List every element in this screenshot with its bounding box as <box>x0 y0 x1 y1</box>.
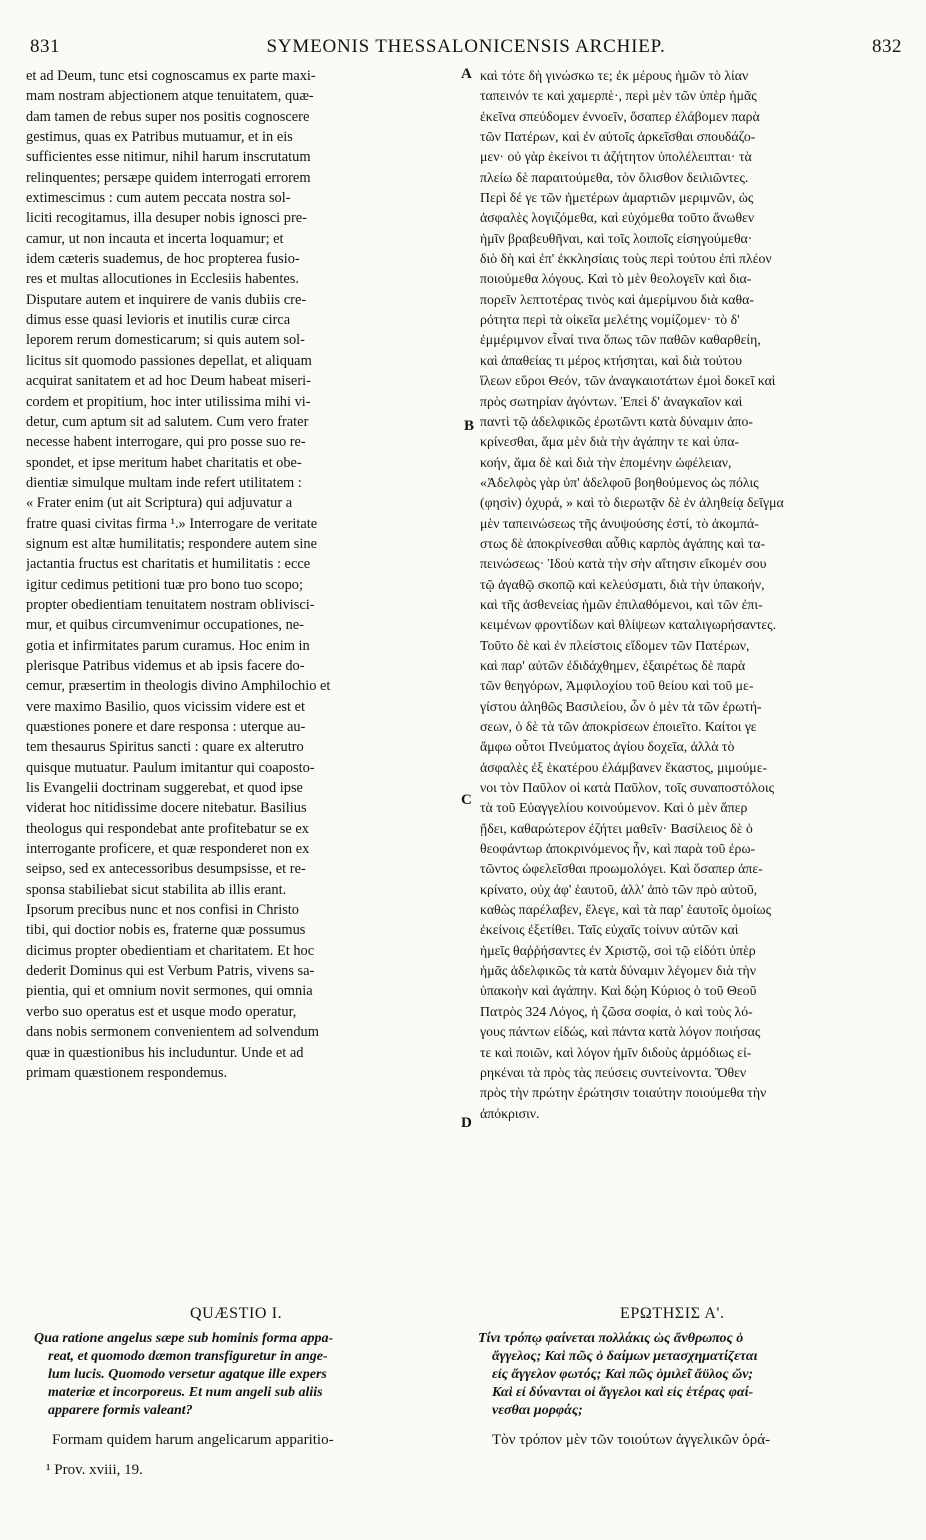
text-line: «Ἀδελφὸς γὰρ ὑπ' ἀδελφοῦ βοηθούμενος ὡς πόλις <box>480 474 759 490</box>
text-line: fratre quasi civitas firma ¹.» Interrogare de veritate <box>26 515 318 532</box>
text-line: res et multas allocutiones in Ecclesiis habentes. <box>26 271 299 288</box>
text-line: κρίνεσθαι, ἅμα μὲν διὰ τὴν ἀγάπην τε καὶ ὑπα- <box>480 434 740 450</box>
text-line: ἄμφω οὗτοι Πνεύματος ἁγίου δοχεῖα, ἀλλὰ τὸ <box>480 739 735 755</box>
text-line: pientia, qui et omnium novit sermones, qui omnia <box>26 983 313 1000</box>
text-line: ἀπόκρισιν. <box>480 1105 540 1121</box>
text-line: sufficientes esse nitimur, nihil harum inscrutatum <box>26 149 311 166</box>
text-line: ἀσφαλὲς ἐξ ἑκατέρου ἐλάμβανεν ἕκαστος, μιμούμε- <box>480 759 768 775</box>
text-line: Ipsorum precibus nunc et nos confisi in Christo <box>26 902 299 919</box>
text-line: gotia et infirmitates parum curamus. Hoc enim in <box>26 637 310 654</box>
text-line: ἡμῖν βραβευθῆναι, καὶ τοῖς λοιποῖς εἰσηγούμεθα· <box>480 230 753 246</box>
text-line: κειμένων φροντίδων καὶ θλίψεων καταλιγωρήσαντες. <box>480 617 777 633</box>
text-line: Πατρὸς 324 Λόγος, ἡ ζῶσα σοφία, ὁ καὶ τοὺς λό- <box>480 1003 753 1019</box>
text-line: ρότητα περὶ τὰ οἰκεῖα μελέτης νομίζομεν· τὸ δ' <box>480 312 740 328</box>
text-line: ᾔδει, καθαρώτερον ἐζήτει μαθεῖν· Βασίλειος δὲ ὁ <box>480 820 753 836</box>
text-line: cordem et propitium, hoc inter utilissima mihi vi- <box>26 393 311 410</box>
text-line: propter obedientiam tenuitatem nostram oblivisci- <box>26 596 315 613</box>
text-line: Περὶ δέ γε τῶν ἡμετέρων ἁμαρτιῶν μεριμνῶν, ὡς <box>480 190 754 206</box>
text-line: dicimus propter obedientiam et charitatem. Et hoc <box>26 942 315 959</box>
text-line: μὲν ταπεινώσεως τῆς ἀνυψούσης ἐστί, τὸ ἀκομπά- <box>480 515 759 531</box>
text-line: vere maximo Basilio, quos vicissim videre est et <box>26 698 305 715</box>
text-line: igitur cedimus petitioni tuæ pro bono tuo scopo; <box>26 576 303 593</box>
text-line: διὸ δὴ καὶ ἐπ' ἐκκλησίαις τοὺς περὶ τούτου ἐπὶ πλέον <box>480 251 772 267</box>
text-line: jactantia fructus est charitatis et humilitatis : ecce <box>26 556 311 573</box>
text-line: theologus qui respondebat ante profitebatur se ex <box>26 820 309 837</box>
text-line: dederit Dominus qui est Verbum Patris, vivens sa- <box>26 963 315 980</box>
text-line: (φησὶν) ὀχυρά, » καὶ τὸ διερωτᾷν δὲ ἐν ἀληθείᾳ δεῖγμα <box>480 495 784 511</box>
text-line: necesse habent interrogare, qui pro posse suo re- <box>26 434 306 451</box>
latin-question-summary <box>34 1330 454 1420</box>
page-number-right: 832 <box>872 36 902 57</box>
greek-answer-start: Τὸν τρόπον μὲν τῶν τοιούτων ἀγγελικῶν ὁρά- <box>492 1432 771 1448</box>
running-title: SYMEONIS THESSALONICENSIS ARCHIEP. <box>266 36 666 57</box>
text-line: ἀσφαλὲς λογιζόμεθα, καὶ εὐχόμεθα τοῦτο ἄνωθεν <box>480 210 755 226</box>
margin-marker-c: C <box>461 792 472 808</box>
text-line: quisque mutuatur. Paulum imitantur qui coaposto- <box>26 759 315 776</box>
text-line: camur, ut non incauta et incerta loquamur; et <box>26 230 284 247</box>
text-line: ποιούμεθα λόγους. Καὶ τὸ μὲν θεολογεῖν καὶ δια- <box>480 271 752 287</box>
text-line: Τίνι τρόπῳ φαίνεται πολλάκις ὡς ἄνθρωπος ὁ <box>478 1331 744 1346</box>
text-line: dans nobis sermonem convenientem ad solvendum <box>26 1024 319 1041</box>
text-line: viderat hoc nitidissime docere nitebatur. Basilius <box>26 800 307 817</box>
text-line: lum lucis. Quomodo versetur agatque ille expers <box>48 1367 327 1382</box>
text-line: στως δὲ ἀποκρίνεσθαι αὖθις καρπὸς ἀγάπης καὶ τα- <box>480 535 766 551</box>
text-line: καὶ παρ' αὐτῶν ἐδιδάχθημεν, ἐξαιρέτως δὲ παρὰ <box>480 657 746 673</box>
text-line: ἡμεῖς θαῤῥήσαντες ἐν Χριστῷ, σοὶ τῷ εἰδότι ὑπὲρ <box>480 942 756 958</box>
text-line: mam nostram abjectionem atque tenuitatem, quæ- <box>26 88 314 105</box>
text-line: ἵλεων εὕροι Θεόν, τῶν ἀναγκαιοτάτων ἐμοὶ δοκεῖ καὶ <box>480 373 776 389</box>
text-line: μεν· οὐ γὰρ ἐκείνοι τι ἀζήτητον ὑπολέλειπται· τὰ <box>480 149 752 165</box>
text-line: mur, et quibus circumvenimur occupationes, ne- <box>26 617 304 634</box>
text-line: signum est altæ humilitatis; respondere autem sine <box>26 535 317 552</box>
text-line: reat, et quomodo dæmon transfiguretur in ange- <box>48 1349 328 1364</box>
text-line: τὰ τοῦ Εὐαγγελίου κοινούμενον. Καὶ ὁ μὲν ἅπερ <box>480 800 748 816</box>
text-line: verbo suo operatus est et usque modo operatur, <box>26 1003 297 1020</box>
text-line: ἐκεῖνα σπεύδομεν ἐννοεῖν, ὅσαπερ ἐλάβομεν παρὰ <box>480 108 760 124</box>
text-line: κοήν, ἅμα δὲ καὶ διὰ τὴν ἑπομένην ὠφέλειαν, <box>480 454 732 470</box>
text-line: dimus esse quasi levioris et inutilis curæ circa <box>26 312 291 329</box>
text-line: idem cæteris suademus, de hoc propterea fusio- <box>26 251 300 268</box>
text-line: Qua ratione angelus sæpe sub hominis forma appa- <box>34 1331 334 1346</box>
text-line: τῶντος ὠφελεῖσθαι προωμολόγει. Καὶ ὅσαπερ ἀπε- <box>480 861 763 877</box>
text-line: εἰς ἄγγελον φωτός; Καὶ πῶς ὁμιλεῖ ἄϋλος ὤν; <box>492 1367 754 1382</box>
text-line: relinquentes; persæpe quidem interrogati errorem <box>26 169 311 186</box>
text-line: Καὶ εἰ δύνανται οἱ ἄγγελοι καὶ εἰς ἑτέρας φαί- <box>492 1385 754 1400</box>
text-line: et ad Deum, tunc etsi cognoscamus ex parte maxi- <box>26 68 316 84</box>
text-line: Τοῦτο δὲ καὶ ἐν πλείστοις εἴδομεν τῶν Πατέρων, <box>480 637 750 653</box>
text-line: πορεῖν λεπτοτέρας τινὸς καὶ ἀμερίμνου διὰ καθα- <box>480 291 754 307</box>
text-line: ἄγγελος; Καὶ πῶς ὁ δαίμων μετασχηματίζεται <box>492 1349 758 1364</box>
text-line: tibi, qui doctior nobis es, fraterne quæ possumus <box>26 922 306 939</box>
text-line: γίστου ἀληθῶς Βασιλείου, ὧν ὁ μὲν τὰ τῶν ἐρωτή- <box>480 698 762 714</box>
text-line: tem thesaurus Spiritus sancti : quare ex alterutro <box>26 739 304 756</box>
page-header <box>30 34 902 62</box>
margin-marker-d: D <box>461 1115 472 1131</box>
text-line: σεων, ὁ δὲ τὰ τῶν ἀποκρίσεων ἐποιεῖτο. Καίτοι γε <box>480 719 757 734</box>
text-line: sponsa stabiliebat sicut stabilita ab illis erant. <box>26 881 287 898</box>
text-line: quæ in quæstionibus his includuntur. Unde et ad <box>26 1044 304 1061</box>
quaestio-title: QUÆSTIO I. <box>190 1305 283 1322</box>
text-line: τε καὶ ποιῶν, καὶ λόγον ἡμῖν διδοὺς ἁρμόδιως εἰ- <box>480 1044 752 1060</box>
text-line: καθὼς παρέλαβεν, ἔλεγε, καὶ τὰ παρ' ἑαυτοῖς ὁμοίως <box>480 902 772 918</box>
page-number-left: 831 <box>30 36 60 57</box>
text-line: κρίνατο, οὐχ ἀφ' ἑαυτοῦ, ἀλλ' ἀπὸ τῶν πρὸ αὐτοῦ, <box>480 881 758 897</box>
text-line: cemur, præsertim in theologis divino Amphilochio et <box>26 678 331 695</box>
text-line: ταπεινόν τε καὶ χαμερπὲ·, περὶ μὲν τῶν ὑπὲρ ἡμᾶς <box>480 88 757 104</box>
greek-column <box>480 66 900 1124</box>
text-line: τῷ ἀγαθῷ σκοπῷ καὶ κελεύσματι, διὰ τὴν ὑπακοήν, <box>480 576 765 592</box>
greek-question-summary <box>478 1330 900 1420</box>
text-line: τῶν Πατέρων, καὶ ἐν αὐτοῖς ἀρκεῖσθαι σπουδάζο- <box>480 129 756 145</box>
latin-column <box>26 66 456 1083</box>
text-line: dientiæ simulque multam inde refert utilitatem : <box>26 474 302 491</box>
text-line: apparere formis valeant? <box>48 1403 193 1418</box>
text-line: « Frater enim (ut ait Scriptura) qui adjuvatur a <box>26 495 293 512</box>
text-line: Disputare autem et inquirere de vanis dubiis cre- <box>26 291 307 308</box>
latin-answer-start: Formam quidem harum angelicarum apparitio- <box>52 1432 334 1448</box>
text-line: γους πάντων εἰδώς, καὶ πάντα κατὰ λόγον ποιήσας <box>480 1024 761 1040</box>
text-line: καὶ τῆς ἀσθενείας ἡμῶν ἐπιλαθόμενοι, καὶ τῶν ἐπι- <box>480 596 763 612</box>
text-line: ἐμμέριμνον εἶναί τινα ὅπως τῶν παθῶν καθαρθείη, <box>480 332 761 348</box>
text-line: lis Evangelii doctrinam suggerebat, et quod ipse <box>26 780 303 797</box>
text-line: licitus sit quomodo passiones depellat, et aliquam <box>26 352 312 369</box>
text-line: τῶν θεηγόρων, Ἀμφιλοχίου τοῦ θείου καὶ τοῦ με- <box>480 678 754 694</box>
text-line: leporem rerum domesticarum; si quis autem sol- <box>26 332 305 349</box>
text-line: liciti recogitamus, illa desuper nobis ignosci pre- <box>26 210 307 227</box>
text-line: primam quæstionem respondemus. <box>26 1064 228 1081</box>
text-line: dam tamen de rebus super nos positis cognoscere <box>26 108 310 125</box>
text-line: ὑπακοὴν καὶ ἀγάπην. Καὶ δῴη Κύριος ὁ τοῦ Θεοῦ <box>480 983 757 999</box>
text-line: seipso, sed ex antecessoribus desumpsisse, et re- <box>26 861 306 878</box>
text-line: ἡμᾶς ἀδελφικῶς τὰ κατὰ δύναμιν λέγομεν διὰ τὴν <box>480 963 756 979</box>
text-line: quæstiones ponere et dare responsa : uterque au- <box>26 719 306 735</box>
text-line: πεινώσεως· Ἰδοὺ κατὰ τὴν σὴν αἴτησιν εἴκομέν σου <box>480 556 767 572</box>
text-line: extimescimus : cum autem peccata nostra sol- <box>26 190 291 207</box>
text-line: καὶ ἀπαθείας τι μέρος κτήσηται, καὶ διὰ τούτου <box>480 352 742 368</box>
text-line: ρηκέναι τὰ πρὸς τὰς πεύσεις συντείνοντα. Ὅθεν <box>480 1064 747 1080</box>
text-line: νεσθαι μορφάς; <box>492 1403 583 1418</box>
text-line: πρὸς σωτηρίαν ἀγόντων. Ἐπεὶ δ' ἀναγκαῖον καὶ <box>480 393 743 409</box>
text-line: materiæ et incorporeus. Et num angeli sub aliis <box>48 1385 323 1400</box>
text-line: νοι τὸν Παῦλον οἱ κατὰ Παῦλον, τοῖς συναποστόλοις <box>480 780 775 796</box>
text-line: spondet, et ipse meritum habet charitatis et obe- <box>26 454 302 471</box>
text-line: καὶ τότε δὴ γινώσκω τε; ἐκ μέρους ἡμῶν τὸ λίαν <box>480 68 749 83</box>
text-line: ἐκείνοις ἐξετίθει. Ταῖς εὐχαῖς τοίνυν αὐτῶν καὶ <box>480 922 739 938</box>
text-line: πρὸς τὴν πρώτην ἐρώτησιν τοιαύτην ποιούμεθα τὴν <box>480 1085 767 1101</box>
text-line: acquirat sanitatem et ad hoc Deum habeat miseri- <box>26 373 311 390</box>
footnote: ¹ Prov. xviii, 19. <box>46 1462 143 1478</box>
text-line: gestimus, quas ex Patribus mutuamur, et in eis <box>26 129 293 146</box>
text-line: detur, cum aptum sit ad salutem. Cum vero frater <box>26 413 309 430</box>
margin-marker-a: A <box>461 66 472 82</box>
erotesis-title: ΕΡΩΤΗΣΙΣ Α'. <box>620 1305 725 1322</box>
text-line: interrogante proficere, et quæ responderet non ex <box>26 841 310 858</box>
text-line: πλείω δὲ παραιτούμεθα, τὸν ὄλισθον δειλιῶντες. <box>480 169 749 185</box>
text-line: παντὶ τῷ ἀδελφικῶς ἐρωτῶντι κατὰ δύναμιν ἀπο- <box>480 413 753 429</box>
text-line: θεοφάντωρ ἀποκρινόμενος ἦν, καὶ παρὰ τοῦ ἐρω- <box>480 841 756 857</box>
text-line: plerisque Patribus videmus et ab ipsis facere do- <box>26 657 305 674</box>
margin-marker-b: B <box>464 418 475 434</box>
